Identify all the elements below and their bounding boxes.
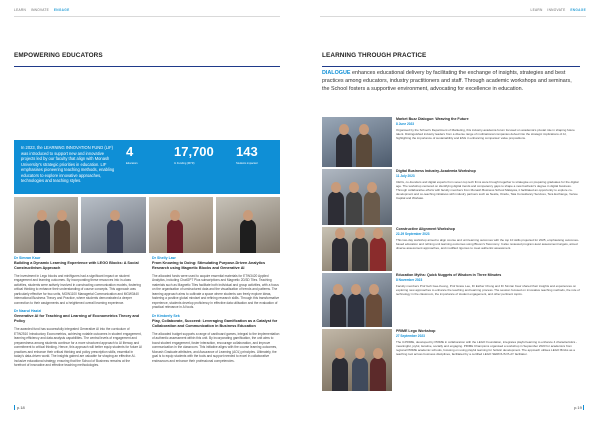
event-item [322, 329, 580, 391]
title-rule [322, 66, 580, 67]
dialogue-keyword: DIALOGUE [322, 70, 351, 76]
profile-title: Generative AI for Teaching and Learning of Econometrics Theory and Policy [14, 314, 140, 324]
event-text [396, 117, 580, 167]
stat-label: In Funding (MYR) [174, 162, 195, 166]
profile-body: The allocated budget supports a range of cardboard games, integral to the implementation of authentic assessment within this unit. By incorporating gamification, the unit aims to boost student engagement, foster interaction, encourage collaboration, and improve communication in the classroom. This initiative aligns with the course learning outcomes, Monash Graduate attributes, and Assurance of Learning (AOL) principles. Ultimately, the goal is to equip students with the tools and support needed to excel in collaborative endeavours and enhance their professional competencies. [152, 331, 280, 363]
profile-column-2 [152, 256, 280, 372]
profile-column-1 [14, 256, 142, 372]
profile-name: Dr Simran Kaur [14, 256, 41, 260]
event-item [322, 169, 580, 225]
event-date: 8 June 2023 [396, 122, 415, 127]
lif-intro: In 2023, the LEARNING INNOVATION FUND (LIF) was introduced to support new and innovative projects led by our faculty that align with Monash University's strategic priorities in education. LIF emphasises pioneering teaching methods, enabling educators to explore innovative approaches, technologies and teaching styles. [21, 145, 115, 184]
top-divider [14, 16, 280, 17]
stat-value: 143 [236, 144, 258, 159]
page-marker [583, 405, 584, 410]
event-item [322, 227, 580, 271]
dialogue-intro [322, 70, 580, 93]
stat-label: Educators [126, 162, 138, 166]
event-text [396, 227, 580, 271]
event-date: 8 November 2023 [396, 278, 423, 283]
event-title: Constructive Alignment Workshop [396, 227, 455, 231]
stat-label: Students impacted [236, 162, 258, 166]
event-photo [322, 117, 392, 167]
nav-learn[interactable]: LEARN [14, 8, 27, 12]
event-date: 27 September 2023 [396, 334, 425, 339]
event-title: Digital Business Industry-Academia Workshop [396, 169, 476, 173]
event-body: Organised by the School's Department of Marketing, this industry-academia forum focused on academia's pivotal role in shaping future talent. Distinguished industry leaders from a diverse range of multinational companies delved into the strategic implications of AI, highlighting the importance of sustainability and ESG in enhancing companies' value propositions. [396, 127, 575, 140]
event-item [322, 117, 580, 167]
event-body: CEOs, co-founders and digital experts from seven top tech firms were brought together to strategise on preparing graduates for the digital age. The workshop centered on identifying digital trends and competency gaps to shape a new bachelor's degree in digital business. Through collaborative efforts with faculty members from Monash Business School Malaysia, it facilitated an opportunity to explore co-development and co-teaching initiatives with industry partners such as Nestle, Oracle, Tata Consultancy Services, Tera Exchange, Vertoe Capital and Workato. [396, 179, 579, 201]
nav-engage[interactable]: ENGAGE [53, 8, 70, 12]
profiles [14, 256, 280, 372]
event-photo [322, 227, 392, 271]
title-rule [14, 66, 280, 67]
photo-educator-4 [216, 197, 280, 253]
dialogue-text: enhances educational delivery by facilitating the exchange of insights, strategies and best practices among educators, industry practitioners and staff. Through academic workshops and seminars, the School fosters a supportive environment, advocating for excellence in education. [322, 70, 572, 92]
right-page [300, 0, 600, 424]
event-text [396, 329, 580, 391]
profile-title: Building a Dynamic Learning Experience with LEGO Blocks: A Social Constructivism Approach [14, 261, 139, 270]
section-title: EMPOWERING EDUCATORS [14, 52, 103, 59]
page-marker [14, 405, 15, 410]
event-text [396, 169, 580, 225]
event-photo [322, 273, 392, 327]
nav-engage[interactable]: ENGAGE [570, 8, 586, 12]
section-title: LEARNING THROUGH PRACTICE [322, 52, 427, 59]
page-number [574, 405, 586, 410]
nav-innovate[interactable]: INNOVATE [30, 8, 50, 12]
profile-name: Dr Kimberly Sek [152, 313, 180, 318]
photo-educator-2 [81, 197, 145, 253]
event-text [396, 273, 580, 327]
stat-value: 4 [126, 144, 134, 159]
profile-title: Play, Collaborate, Succeed: Leveraging Gamification as a Catalyst for Collaboration and Communication in Business Education [152, 319, 278, 328]
photo-educator-1 [14, 197, 78, 253]
event-body: Faculty members Prof Goh Gee-Keong, Prof Grace Lee, Dr Esther Chong and Dr Simran Kaur shared their insights and experiences on exploring new approaches to enhance the teaching and learning process. The session focused on innovative teaching methods, the role of technology in the classroom, the importance of student engagement, and other pertinent topics. [396, 283, 580, 296]
stat-funding [170, 145, 232, 194]
event-title: Market Buzz Dialogue: Weaving the Future [396, 117, 469, 121]
event-photo [322, 329, 392, 391]
photo-educator-3 [149, 197, 213, 253]
stat-students [232, 145, 280, 194]
profile-body: The awarded fund has successfully integrated Generative AI into the curriculum of ETW2510 Introductory Econometrics, achieving notable outcomes in student engagement, learning efficiency and data analysis capabilities. The central levels of engagement and preparedness among students continue for a more structured approach to AI literacy and commitment to critical thinking. Hence, this approach will better equip students for future AI practices and enhance their critical thinking and policy prescription skills, essential in today's data-driven world. The insights gained are valuable for shaping an effective AI-inclusive educational strategy, ensuring that the School of Business remains at the forefront of innovative and effective teaching methodologies. [14, 326, 142, 368]
lif-highlight-box [14, 140, 280, 194]
event-photo [322, 169, 392, 225]
event-date: 22-29 September 2023 [396, 232, 430, 237]
event-body: This two-day workshop aimed to align course and unit learning outcomes with the top 10 skills projected for 2025, emphasising outcomes-based education and refining unit learning outcomes using Bloom's Taxonomy. It also reviewed program-level assessment targets, aimed diverse assessment approaches, and modified rigorous to meet authentic assessment. [396, 237, 579, 250]
top-nav [531, 8, 587, 12]
educator-photos [14, 197, 280, 253]
nav-innovate[interactable]: INNOVATE [547, 8, 566, 12]
top-divider [320, 16, 586, 17]
event-date: 11 July 2023 [396, 174, 415, 179]
profile-body: The allocated funds were used to acquire essential materials for ETW3420 Applied Analytics, including ChatGPT Plus subscriptions and Magnetic 2D/3D Tiles. Teaching materials such as Magnetic Tiles facilitate both individual and group activities, with a focus on the organisation of unstructured data and the visualisation of trends and patterns. The learning approach aims to cultivate a space where students can freely explore ideas, fostering a positive global mindset and refining research skills. Through this transformative experience, students develop proficiency in effective data utilisation and the evaluation of practical relevance in AI tools. [152, 273, 280, 310]
profile-title: From Knowing to Doing: Stimulating Purpose-Driven Analytics Research using Magnetic Blocks and Generative AI [152, 261, 266, 270]
stat-educators [122, 145, 170, 194]
event-title: PRIME Lego Workshop [396, 329, 436, 333]
top-nav [14, 8, 70, 12]
profile-body: The investment in Lego blocks and minifigures had a significant impact on student engagement and learning outcomes. By incorporating these resources into in-class activities, students were actively involved in constructing communication models, fostering critical thinking to enhance their understanding of course concepts. This approach was particularly effective for two units, MGW1100 Managerial Communication and MGW3440 International Business Theory and Practice, where students demonstrated a deeper connection to their assignments and a heightened overall learning experience. [14, 273, 141, 305]
event-item [322, 273, 580, 327]
stat-value: 17,700 [174, 144, 214, 159]
profile-name: Dr Nazrul Hazizi [14, 309, 42, 314]
event-body: The 3-PRIME, developed by PRIME in collaboration with the LEGO Foundation, integrates playful learning to enhance 4 characteristics - meaningful, joyful, iterative, socially and engaging. PRIME Champions organised a workshop in September 2023 for academics from regional PRIME academic schools, focusing on using playful learning for holistic development. The approach utilises LEGO Bricks as a teaching tool across business disciplines, facilitated by a certified LEGO SERIOUS PLAY facilitator. [396, 339, 578, 357]
event-title: Education Myths: Quick Nuggets of Wisdom in Three Minutes [396, 273, 502, 277]
lif-stats [122, 140, 280, 194]
page-number [14, 405, 25, 410]
nav-learn[interactable]: LEARN [530, 8, 543, 12]
profile-name: Dr Shelly Law [152, 256, 176, 260]
page-number-text: p.18 [17, 404, 25, 410]
page-number-text: p.19 [574, 404, 582, 410]
